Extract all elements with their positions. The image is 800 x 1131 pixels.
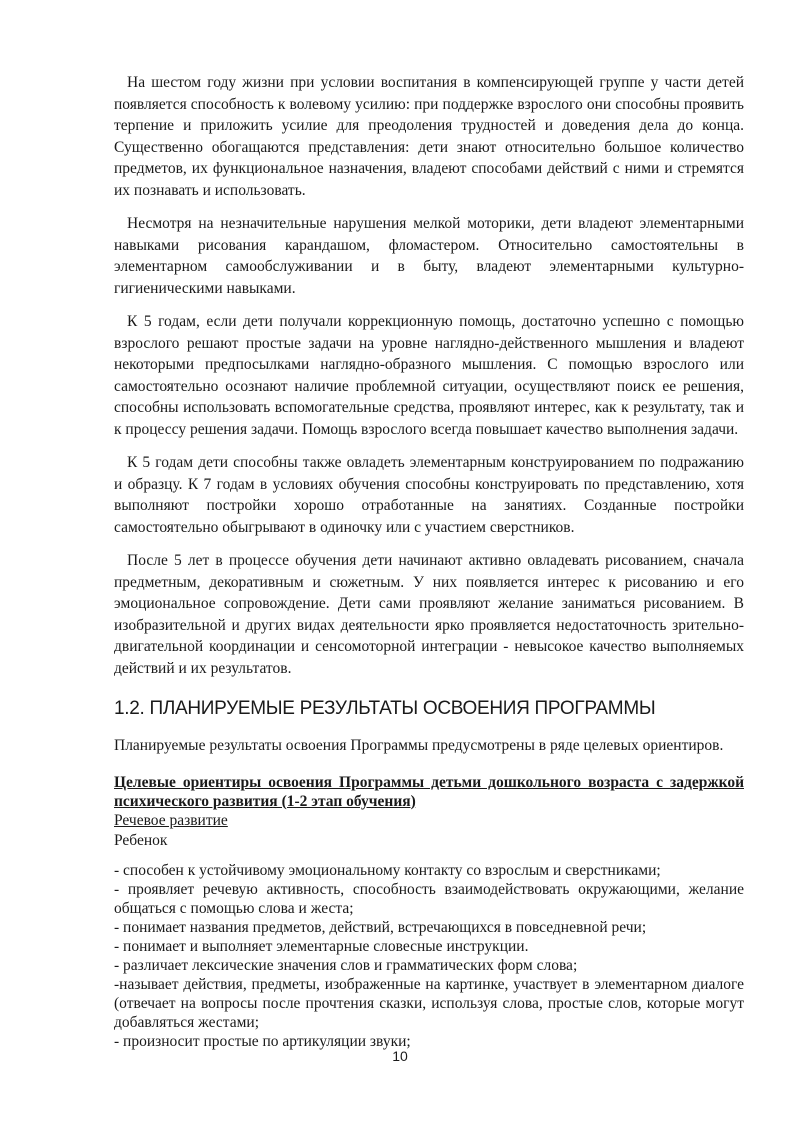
section-heading: 1.2. ПЛАНИРУЕМЫЕ РЕЗУЛЬТАТЫ ОСВОЕНИЯ ПРОГРАММЫ bbox=[114, 698, 656, 719]
paragraph-drawing: После 5 лет в процессе обучения дети начинают активно овладевать рисованием, сначала предметным, декоративным и сюжетным. У них появляется интерес к рисованию и его эмоциональное сопровождение. Дети сами проявляют желание заниматься рисованием. В изобразительной и других видах деятельности ярко проявляется недостаточность зрительно-двигательной координации и сенсомоторной интеграции - невысокое качество выполняемых действий и их результатов. bbox=[114, 552, 744, 677]
paragraph-construction: К 5 годам дети способны также овладеть элементарным конструированием по подражанию и образцу. К 7 годам в условиях обучения способны конструировать по представлению, хотя выполняют постройки хорошо отработанные на занятиях. Созданные постройки самостоятельно обыгрывают в одиночку или с участием сверстников. bbox=[114, 454, 744, 536]
list-item: - проявляет речевую активность, способность взаимодействовать окружающими, желание общаться с помощью слова и жеста; bbox=[114, 880, 744, 917]
targets-list bbox=[114, 861, 744, 1051]
section-intro: Планируемые результаты освоения Программы предусмотрены в ряде целевых ориентиров. bbox=[114, 737, 724, 754]
list-item: - произносит простые по артикуляции звуки; bbox=[114, 1032, 411, 1050]
list-item: - различает лексические значения слов и грамматических форм слова; bbox=[114, 956, 578, 974]
paragraph-motor-skills: Несмотря на незначительные нарушения мелкой моторики, дети владеют элементарными навыками рисования карандашом, фломастером. Относительно самостоятельны в элементарном самообслуживании и в быту, владеют элементарными культурно-гигиеническими навыками. bbox=[114, 215, 744, 297]
paragraph-thinking: К 5 годам, если дети получали коррекционную помощь, достаточно успешно с помощью взрослого решают простые задачи на уровне наглядно-действенного мышления и владеют некоторыми предпосылками наглядно-образного мышления. С помощью взрослого или самостоятельно осознают наличие проблемной ситуации, осуществляют поиск ее решения, способны использовать вспомогательные средства, проявляют интерес, как к результату, так и к процессу решения задачи. Помощь взрослого всегда повышает качество выполнения задачи. bbox=[114, 313, 744, 438]
subsection-speech-development bbox=[114, 811, 744, 830]
list-item: - понимает и выполняет элементарные словесные инструкции. bbox=[114, 937, 529, 955]
targets-title: Целевые ориентиры освоения Программы детьми дошкольного возраста с задержкой психического развития (1-2 этап обучения) bbox=[114, 773, 744, 810]
list-item: -называет действия, предметы, изображенные на картинке, участвует в элементарном диалоге (отвечает на вопросы после прочтения сказки, используя слова, простые слов, которые могут добавляться жестами; bbox=[114, 975, 744, 1031]
page-number: 10 bbox=[392, 1048, 408, 1064]
paragraph-sixth-year: На шестом году жизни при условии воспитания в компенсирующей группе у части детей появляется способность к волевому усилию: при поддержке взрослого они способны проявить терпение и приложить усилие для преодоления трудностей и доведения дела до конца. Существенно обогащаются представления: дети знают относительно большое количество предметов, их функциональное назначения, владеют способами действий с ними и стремятся их познавать и использовать. bbox=[114, 74, 744, 199]
list-item: - понимает названия предметов, действий, встречающихся в повседневной речи; bbox=[114, 918, 647, 936]
child-label: Ребенок bbox=[114, 831, 168, 849]
list-item: - способен к устойчивому эмоциональному контакту со взрослым и сверстниками; bbox=[114, 861, 661, 879]
subsection-label: Речевое развитие bbox=[114, 811, 228, 829]
document-page bbox=[114, 72, 744, 1051]
